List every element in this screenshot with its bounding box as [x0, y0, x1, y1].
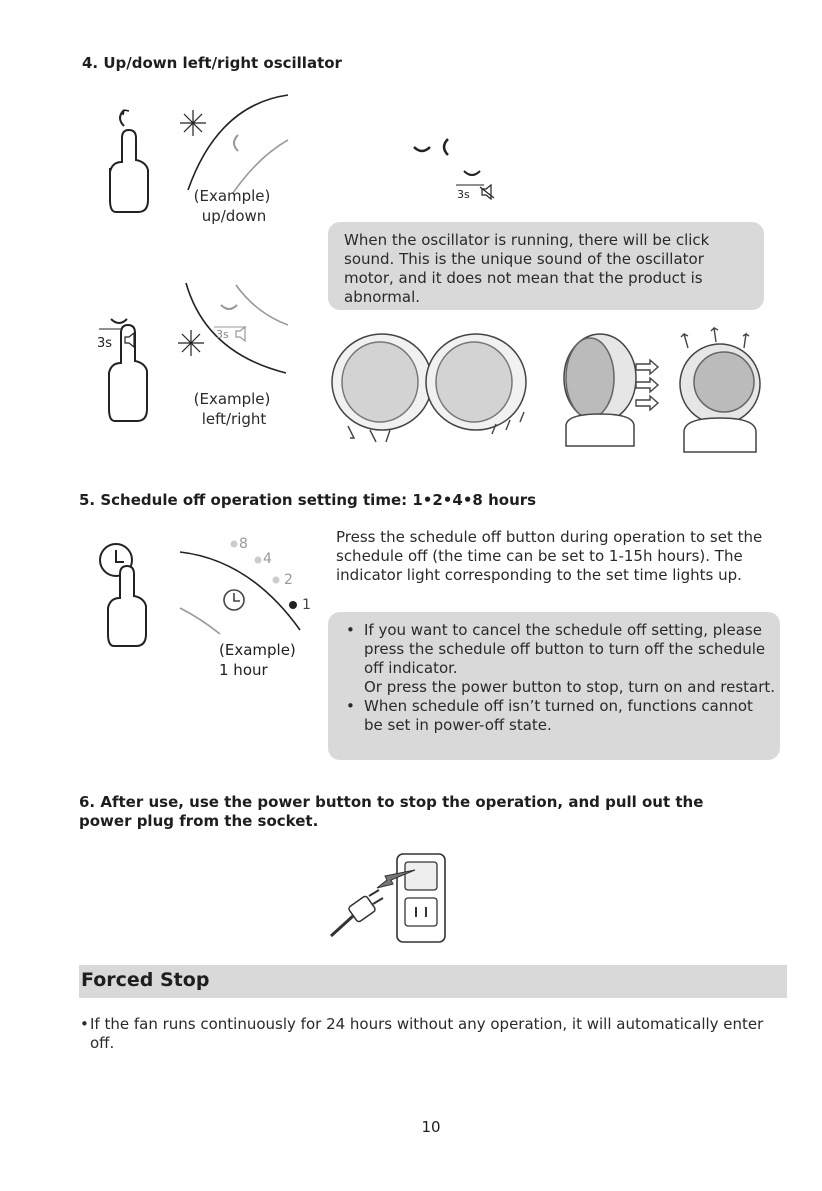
example-updown-label: (Example)	[193, 187, 271, 205]
badge-3s-left: 3s	[97, 336, 113, 351]
forced-stop-title: Forced Stop	[81, 969, 210, 991]
forced-stop-list	[78, 1015, 768, 1053]
section6-heading-text: 6. After use, use the power button to stop the operation, and pull out the power plug from the socket.	[79, 793, 704, 830]
schedule-indicator-arc	[170, 538, 320, 638]
example-leftright-caption: left/right	[201, 410, 267, 428]
example-schedule-caption: 1 hour	[219, 661, 268, 679]
badge-3s-mid: 3s	[457, 188, 470, 201]
schedule-note-box	[328, 612, 780, 760]
finger-press-schedule-icon	[94, 540, 154, 650]
forced-stop-banner	[79, 965, 787, 998]
badge-3s-arc: 3s	[216, 328, 229, 341]
page-number: 10	[421, 1118, 441, 1136]
section4-heading: 4. Up/down left/right oscillator	[82, 54, 342, 72]
forced-stop-bullet: • If the fan runs continuously for 24 hours without any operation, it will automatically enter off.	[78, 1015, 768, 1053]
finger-press-leftright-icon	[95, 305, 160, 425]
oscillator-leftright-arc	[176, 283, 296, 383]
section5-heading: 5. Schedule off operation setting time: 1•2•4•8 hours	[79, 491, 537, 509]
example-updown-caption: up/down	[201, 207, 267, 225]
schedule-description: Press the schedule off button during operation to set the schedule off (the time can be set to 1-15h hours). The indicator light corresponding to the set time lights up.	[336, 528, 763, 584]
schedule-note-bullet-2: • When schedule off isn’t turned on, functions cannot be set in power-off state.	[344, 697, 776, 735]
finger-press-updown-icon	[100, 100, 160, 215]
schedule-note-bullet-1	[344, 621, 776, 697]
oscillator-note-text: When the oscillator is running, there will be click sound. This is the unique sound of the oscillator motor, and it does not mean that the product is abnormal.	[344, 231, 710, 306]
plug-socket-illustration	[325, 852, 450, 944]
schedule-note-bullet-1-line-1: If you want to cancel the schedule off setting, please press the schedule off button to turn off the schedule off indicator.	[364, 621, 766, 677]
example-schedule-label: (Example)	[219, 641, 296, 659]
tick-8: 8	[239, 536, 248, 552]
tick-1: 1	[302, 597, 311, 613]
tick-4: 4	[263, 551, 272, 567]
schedule-note-bullet-1-line-2: Or press the power button to stop, turn on and restart.	[364, 678, 776, 696]
oscillator-note-box	[328, 222, 764, 310]
fan-oscillation-illustration	[330, 322, 770, 457]
section6-heading	[79, 793, 759, 831]
example-leftright-label: (Example)	[193, 390, 271, 408]
tick-2: 2	[284, 572, 293, 588]
